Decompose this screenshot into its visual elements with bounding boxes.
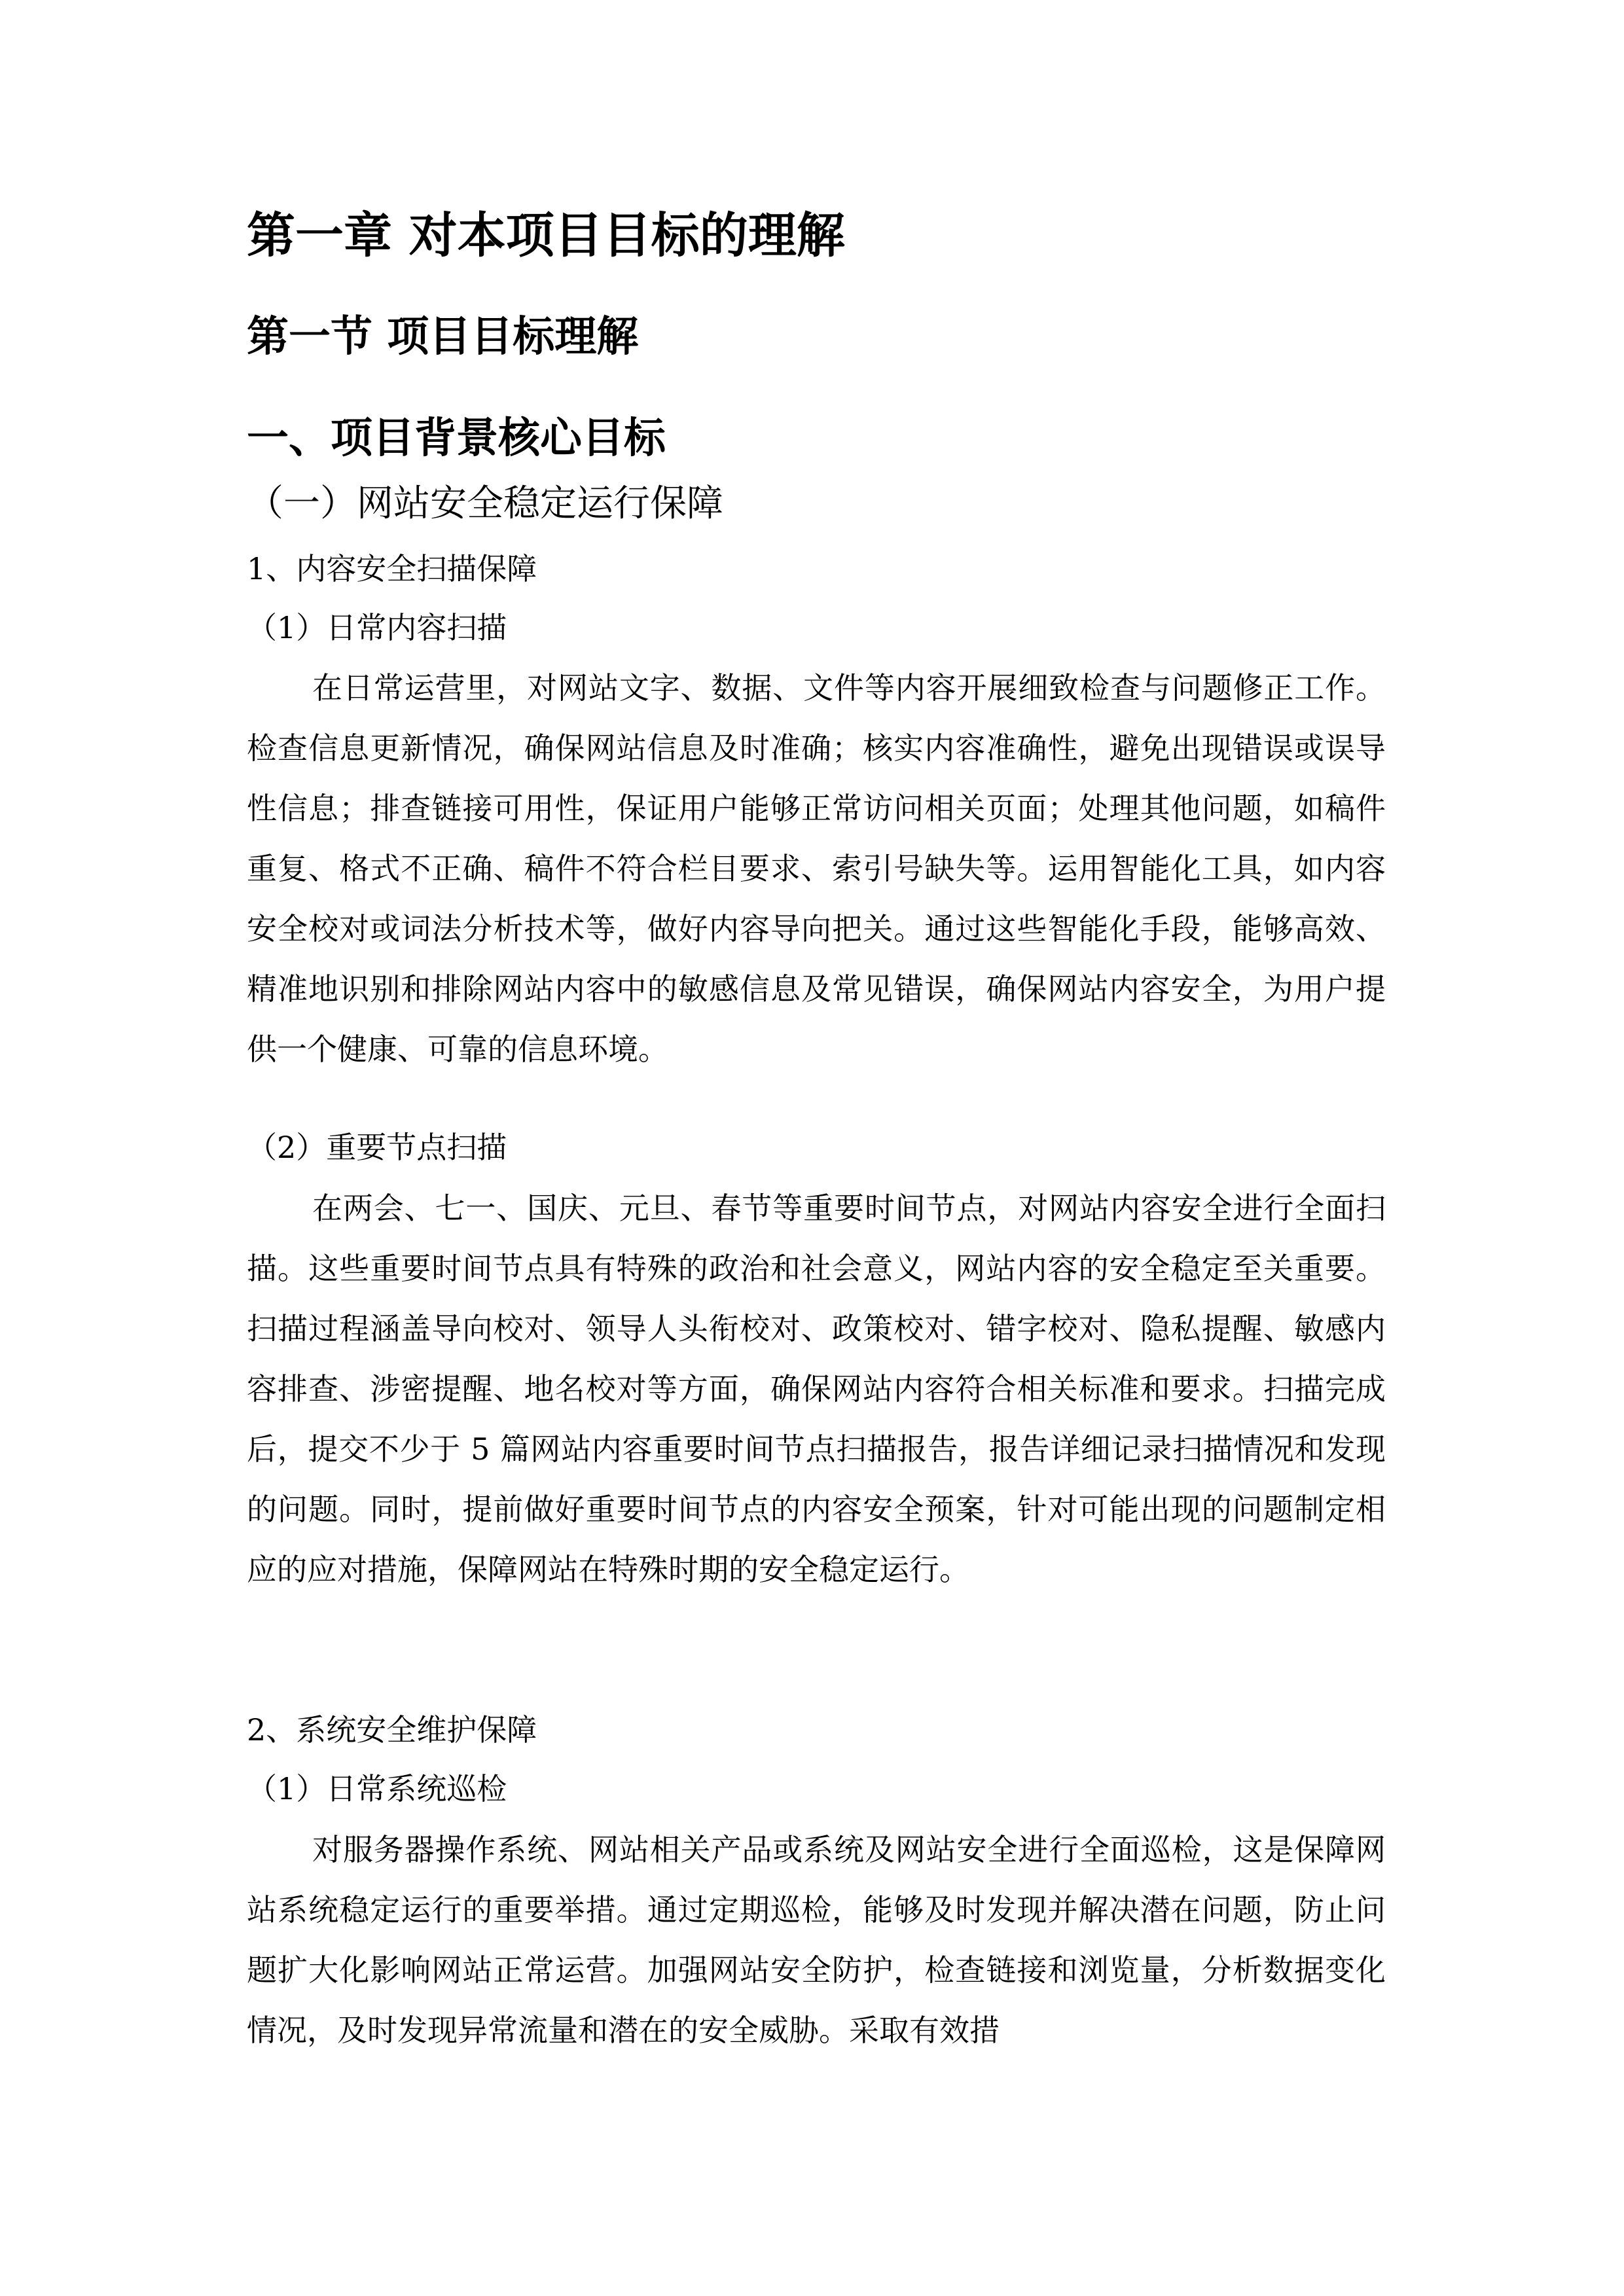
item2-sub1-title: （1）日常系统巡检 — [247, 1771, 507, 1806]
section-title: 第一节 项目目标理解 — [247, 313, 639, 361]
subsection-title: （一）网站安全稳定运行保障 — [247, 482, 723, 525]
part-title: 一、项目背景核心目标 — [247, 414, 666, 463]
item2-sub1-paragraph: 对服务器操作系统、网站相关产品或系统及网站安全进行全面巡检，这是保障网站系统稳定运行的重要举措。通过定期巡检，能够及时发现并解决潜在问题，防止问题扩大化影响网站正常运营。加强网站安全防护，检查链接和浏览量，分析数据变化情况，及时发现异常流量和潜在的安全威胁。采取有效措 — [247, 1832, 1386, 2048]
item1-sub1-paragraph: 在日常运营里，对网站文字、数据、文件等内容开展细致检查与问题修正工作。检查信息更新情况，确保网站信息及时准确；核实内容准确性，避免出现错误或误导性信息；排查链接可用性，保证用户能够正常访问相关页面；处理其他问题，如稿件重复、格式不正确、稿件不符合栏目要求、索引号缺失等。运用智能化工具，如内容安全校对或词法分析技术等，做好内容导向把关。通过这些智能化手段，能够高效、精准地识别和排除网站内容中的敏感信息及常见错误，确保网站内容安全，为用户提供一个健康、可靠的信息环境。 — [247, 670, 1386, 1067]
item1-sub2-title: （2）重要节点扫描 — [247, 1130, 507, 1165]
item2-title: 2、系统安全维护保障 — [247, 1712, 537, 1748]
chapter-title: 第一章 对本项目目标的理解 — [247, 207, 845, 264]
item1-sub1-title: （1）日常内容扫描 — [247, 610, 507, 645]
item1-title: 1、内容安全扫描保障 — [247, 551, 537, 586]
item1-sub2-paragraph: 在两会、七一、国庆、元旦、春节等重要时间节点，对网站内容安全进行全面扫描。这些重要时间节点具有特殊的政治和社会意义，网站内容的安全稳定至关重要。扫描过程涵盖导向校对、领导人头衔校对、政策校对、错字校对、隐私提醒、敏感内容排查、涉密提醒、地名校对等方面，确保网站内容符合相关标准和要求。扫描完成后，提交不少于 5 篇网站内容重要时间节点扫描报告，报告详细记录扫描情况和发现的问题。同时，提前做好重要时间节点的内容安全预案，针对可能出现的问题制定相应的应对措施，保障网站在特殊时期的安全稳定运行。 — [247, 1191, 1386, 1587]
